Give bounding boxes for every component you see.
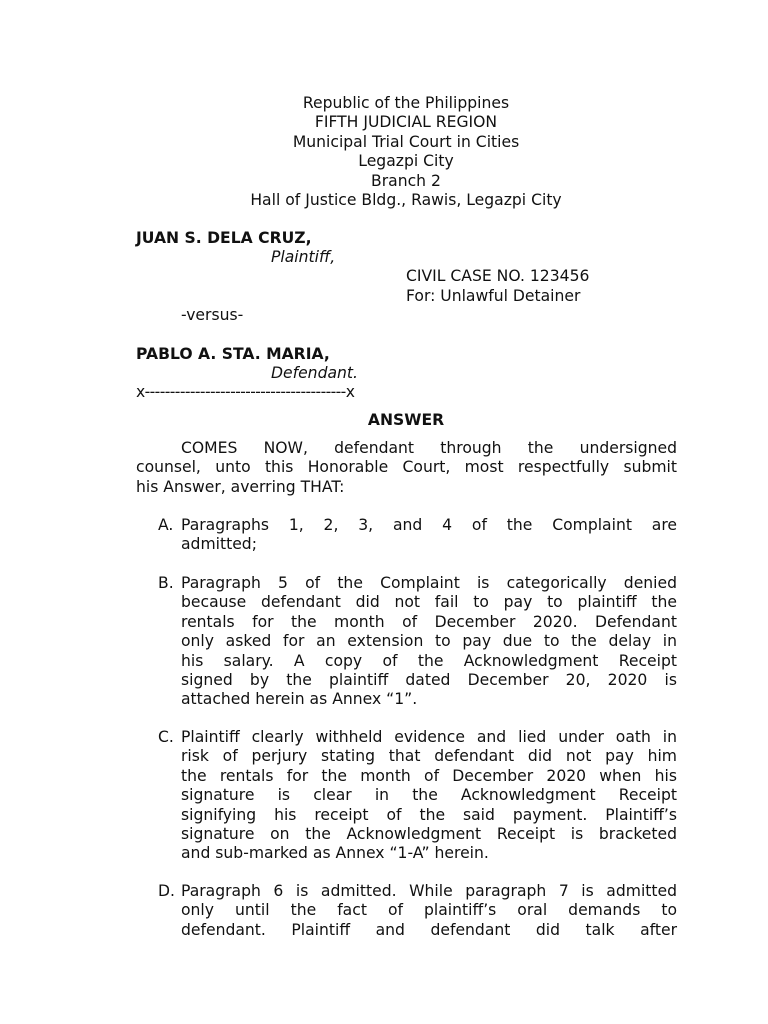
intro-line: COMES NOW, defendant through the undersigned: [181, 439, 677, 457]
item-line: because defendant did not fail to pay to plaintiff the: [181, 593, 677, 612]
item-letter: C.: [158, 728, 174, 746]
case-nature: For: Unlawful Detainer: [406, 287, 581, 305]
item-letter: B.: [158, 574, 174, 592]
intro-line: counsel, unto this Honorable Court, most respectfully submit: [136, 458, 677, 477]
item-body: [181, 574, 677, 710]
header-line-court: Municipal Trial Court in Cities: [292, 132, 520, 151]
item-line: and sub-marked as Annex “1-A” herein.: [181, 844, 489, 863]
header-line-republic: Republic of the Philippines: [302, 94, 510, 112]
item-line: admitted;: [181, 535, 257, 554]
item-line: the rentals for the month of December 2020 when his: [181, 766, 677, 785]
item-line: his salary. A copy of the Acknowledgment Receipt: [181, 651, 677, 670]
item-line: signature on the Acknowledgment Receipt is bracketed: [181, 825, 677, 844]
court-header: [0, 94, 768, 210]
item-letter: A.: [158, 516, 174, 534]
document-title: ANSWER: [367, 411, 445, 429]
plaintiff-name: JUAN S. DELA CRUZ,: [136, 229, 312, 247]
intro-paragraph: [136, 439, 677, 497]
item-line: Paragraphs 1, 2, 3, and 4 of the Complaint are: [181, 516, 677, 534]
header-line-city: Legazpi City: [358, 152, 454, 171]
caption-separator: x----------------------------------------x: [136, 383, 355, 401]
defendant-role: Defendant.: [271, 364, 358, 382]
item-body: [181, 728, 677, 864]
item-body: [181, 516, 677, 555]
defendant-name: PABLO A. STA. MARIA,: [136, 345, 330, 363]
item-line: attached herein as Annex “1”.: [181, 690, 418, 709]
plaintiff-role: Plaintiff,: [271, 248, 336, 266]
item-line: Plaintiff clearly withheld evidence and lied under oath in: [181, 728, 677, 746]
header-line-branch: Branch 2: [371, 171, 441, 190]
item-letter: D.: [158, 882, 175, 900]
item-line: risk of perjury stating that defendant did not pay him: [181, 747, 677, 766]
item-line: defendant. Plaintiff and defendant did talk after: [181, 920, 677, 939]
item-line: signature is clear in the Acknowledgment Receipt: [181, 786, 677, 805]
case-number: CIVIL CASE NO. 123456: [406, 267, 590, 285]
item-line: Paragraph 5 of the Complaint is categorically denied: [181, 574, 677, 592]
item-line: signifying his receipt of the said payment. Plaintiff’s: [181, 805, 677, 824]
versus-label: -versus-: [181, 306, 244, 324]
intro-line: his Answer, averring THAT:: [136, 477, 345, 496]
item-line: Paragraph 6 is admitted. While paragraph 7 is admitted: [181, 882, 677, 900]
header-line-address: Hall of Justice Bldg., Rawis, Legazpi City: [250, 191, 562, 210]
item-line: only asked for an extension to pay due to the delay in: [181, 632, 677, 651]
item-line: only until the fact of plaintiff’s oral demands to: [181, 901, 677, 920]
item-line: rentals for the month of December 2020. Defendant: [181, 612, 677, 631]
header-line-region: FIFTH JUDICIAL REGION: [314, 113, 498, 132]
item-line: signed by the plaintiff dated December 20, 2020 is: [181, 671, 677, 690]
item-body: [181, 882, 677, 940]
